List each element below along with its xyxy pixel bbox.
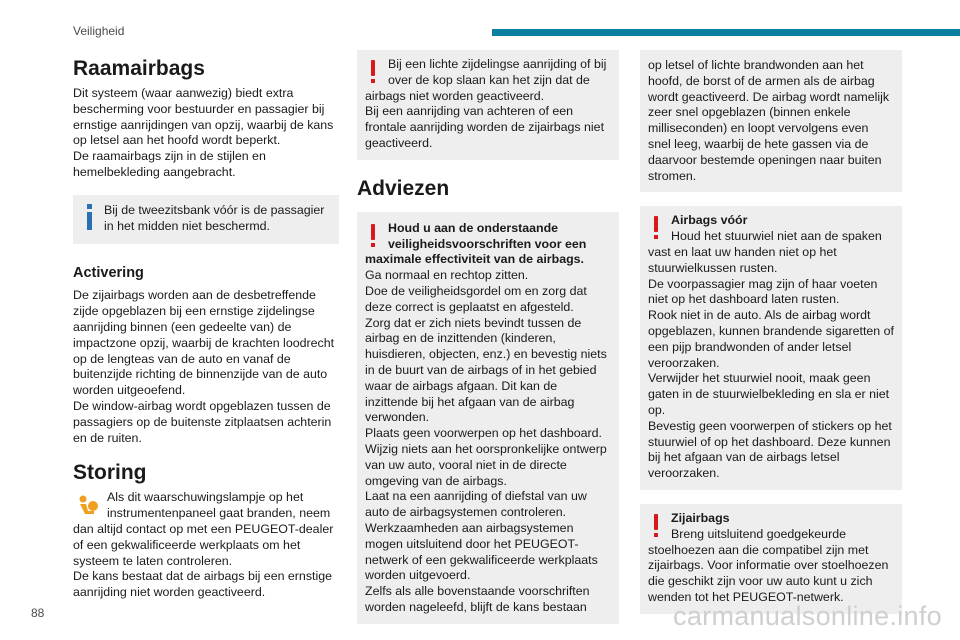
warning-line: Breng uitsluitend goedgekeurde stoelhoezen aan die compatibel zijn met zijairbags. Voor informatie over stoelhoezen die geschikt zijn voor uw auto kunt u zich wenden tot het PEUGEOT-netwerk.	[648, 526, 889, 604]
warning-box	[357, 50, 619, 160]
warning-line: Laat na een aanrijding of diefstal van uw auto de airbagsystemen controleren.	[365, 489, 587, 520]
warning-icon	[648, 214, 665, 244]
warning-box	[640, 206, 902, 490]
warning-line: Wijzig niets aan het oorspronkelijke ontwerp van uw auto, vooral niet in de directe omgeving van de airbags.	[365, 441, 607, 488]
warning-line: Werkzaamheden aan airbagsystemen mogen uitsluitend door het PEUGEOT-netwerk of een gekwalificeerde werkplaats worden uitgevoerd.	[365, 520, 598, 583]
warning-line: Zorg dat er zich niets bevindt tussen de airbag en de inzittenden (kinderen, huisdieren, objecten, enz.) en bevestig niets in de buurt van de airbags of in het gebied waar de airbags afgaan. Dit kan de inzittende bij het afgaan van de airbag verwonden.	[365, 315, 607, 425]
warning-line: De voorpassagier mag zijn of haar voeten niet op het dashboard laten rusten.	[648, 276, 878, 307]
warning-text: op letsel of lichte brandwonden aan het hoofd, de borst of de armen als de airbag wordt geactiveerd. De airbag wordt namelijk zeer snel opgeblazen (binnen enkele milliseconden) en loopt vervolgens even snel leeg, waarbij de hete gassen via de daarvoor bestemde openingen naar buiten stromen.	[648, 58, 890, 183]
continued-warning-box	[640, 50, 902, 192]
storing-block	[73, 490, 339, 601]
paragraph: De window-airbag wordt opgeblazen tussen de passagiers op de buitenste zitplaatsen achterin en de ruiten.	[73, 398, 332, 445]
warning-icon	[365, 58, 382, 88]
warning-title: Zijairbags	[671, 510, 730, 525]
page-number: 88	[31, 606, 45, 620]
heading-activering: Activering	[73, 265, 144, 282]
warning-title: Houd u aan de onderstaande veiligheidsvoorschriften voor een maximale effectiviteit van de airbags.	[365, 220, 587, 267]
paragraph: De kans bestaat dat de airbags bij een ernstige aanrijding niet worden geactiveerd.	[73, 569, 332, 600]
info-box	[73, 195, 339, 245]
warning-line: Zelfs als alle bovenstaande voorschriften worden nageleefd, blijft de kans bestaan	[365, 584, 590, 614]
warning-text: Bij een lichte zijdelingse aanrijding of bij over de kop slaan kan het zijn dat de airbags niet worden geactiveerd.	[365, 57, 607, 103]
paragraph: Als dit waarschuwingslampje op het instrumentenpaneel gaat branden, neem dan altijd contact op met een PEUGEOT-dealer of een gekwalificeerde werkplaats om het systeem te laten controleren.	[73, 490, 334, 568]
warning-line: Doe de veiligheidsgordel om en zorg dat deze correct is geplaatst en afgesteld.	[365, 283, 587, 314]
warning-line: Rook niet in de auto. Als de airbag wordt opgeblazen, kunnen brandende sigaretten of een pijp brandwonden of ander letsel veroorzaken.	[648, 308, 894, 370]
warning-text: Bij een aanrijding van achteren of een frontale aanrijding worden de zijairbags niet geactiveerd.	[365, 104, 605, 150]
airbag-warning-lamp-icon	[73, 492, 101, 520]
warning-line: Houd het stuurwiel niet aan de spaken vast en laat uw handen niet op het stuurwielkussen rusten.	[648, 229, 882, 275]
heading-raamairbags: Raamairbags	[73, 57, 205, 80]
column-right	[640, 50, 902, 614]
column-middle	[357, 50, 619, 624]
watermark: carmanualsonline.info	[673, 601, 942, 631]
paragraph: De raamairbags zijn in de stijlen en hemelbekleding aangebracht.	[73, 149, 266, 179]
column-left	[73, 50, 339, 601]
warning-line: Verwijder het stuurwiel nooit, maak geen gaten in de stuurwielbekleding en sla er niet op.	[648, 371, 890, 417]
warning-line: Bevestig geen voorwerpen of stickers op het stuurwiel of op het dashboard. Deze kunnen bij het afgaan van de airbags letsel veroorzaken.	[648, 418, 892, 481]
header-accent-bar	[492, 29, 960, 36]
section-title: Veiligheid	[73, 24, 125, 38]
paragraph: De zijairbags worden aan de desbetreffende zijde opgeblazen bij een ernstige zijdelingse aanrijding binnen (een gedeelte van) de impactzone opzij, waarbij de krachten loodrecht op de lengteas van de auto en vanaf de buitenzijde richting de binnenzijde van de auto worden uitgeoefend.	[73, 288, 335, 398]
warning-line: Ga normaal en rechtop zitten.	[365, 268, 529, 283]
warning-box	[357, 212, 619, 624]
heading-adviezen: Adviezen	[357, 176, 450, 200]
info-note: Bij de tweezitsbank vóór is de passagier in het midden niet beschermd.	[104, 202, 325, 233]
paragraph: Dit systeem (waar aanwezig) biedt extra bescherming voor bestuurder en passagier bij ernstige aanrijdingen van opzij, waarbij de kans op letsel aan het hoofd wordt beperkt.	[73, 86, 334, 148]
heading-storing: Storing	[73, 461, 147, 485]
warning-icon	[365, 222, 382, 252]
warning-title: Airbags vóór	[671, 213, 748, 228]
warning-box	[640, 504, 902, 614]
warning-line: Plaats geen voorwerpen op het dashboard.	[365, 426, 602, 441]
warning-icon	[648, 512, 665, 542]
info-icon	[81, 204, 98, 234]
